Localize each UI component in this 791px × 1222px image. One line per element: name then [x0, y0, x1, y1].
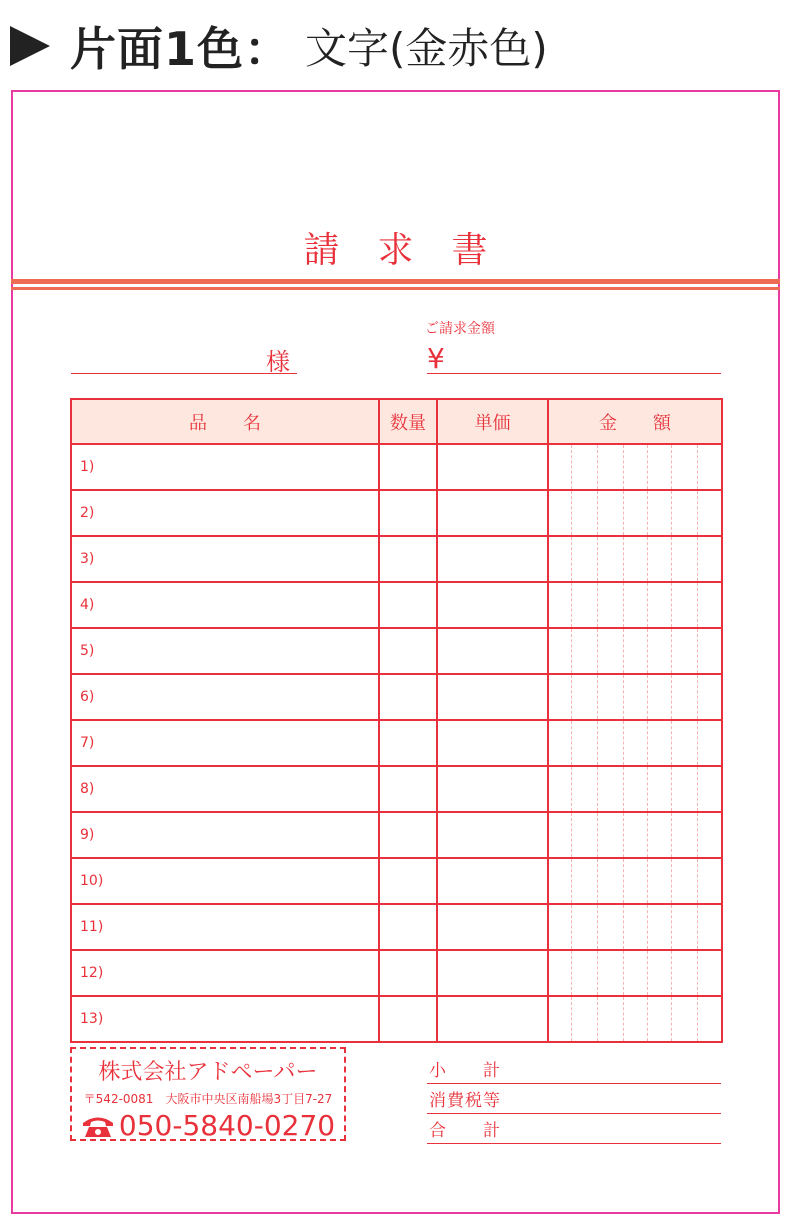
digit-guide-line [597, 905, 598, 949]
tax-row [427, 1084, 721, 1114]
unit-price-cell [437, 950, 548, 996]
amount-cell [548, 582, 722, 628]
header-unit-price: 単価 [437, 399, 548, 444]
amount-cell [548, 628, 722, 674]
row-number: 9) [71, 812, 379, 858]
row-number: 12) [71, 950, 379, 996]
digit-guide-line [671, 767, 672, 811]
unit-price-cell [437, 858, 548, 904]
digit-guide-line [623, 859, 624, 903]
table-row [71, 674, 722, 720]
digit-guide-line [597, 445, 598, 489]
digit-guide-line [647, 997, 648, 1041]
digit-guide-line [597, 537, 598, 581]
company-address: 〒542-0081 大阪市中央区南船場3丁目7-27 [83, 1092, 333, 1106]
tax-label: 消費税等 [429, 1091, 501, 1111]
table-row [71, 490, 722, 536]
digit-guide-line [623, 537, 624, 581]
digit-guide-line [597, 767, 598, 811]
digit-guide-line [671, 859, 672, 903]
row-number: 4) [71, 582, 379, 628]
table-header-row [71, 399, 722, 444]
digit-guide-line [623, 905, 624, 949]
quantity-cell [379, 536, 437, 582]
digit-guide-line [697, 491, 698, 535]
quantity-cell [379, 720, 437, 766]
digit-guide-line [671, 583, 672, 627]
quantity-cell [379, 582, 437, 628]
digit-guide-line [697, 813, 698, 857]
digit-guide-line [597, 491, 598, 535]
quantity-cell [379, 444, 437, 490]
row-number: 5) [71, 628, 379, 674]
table-row [71, 766, 722, 812]
total-label: 合 計 [429, 1121, 501, 1141]
digit-guide-line [623, 997, 624, 1041]
table-row [71, 536, 722, 582]
digit-guide-line [623, 951, 624, 995]
digit-guide-line [623, 445, 624, 489]
digit-guide-line [697, 537, 698, 581]
digit-guide-line [571, 537, 572, 581]
digit-guide-line [597, 675, 598, 719]
amount-cell [548, 674, 722, 720]
digit-guide-line [597, 951, 598, 995]
digit-guide-line [571, 445, 572, 489]
unit-price-cell [437, 766, 548, 812]
digit-guide-line [597, 583, 598, 627]
digit-guide-line [597, 859, 598, 903]
table-row [71, 950, 722, 996]
telephone-icon [81, 1114, 115, 1138]
digit-guide-line [697, 859, 698, 903]
unit-price-cell [437, 444, 548, 490]
digit-guide-line [697, 629, 698, 673]
company-name: 株式会社アドペーパー [98, 1060, 318, 1085]
digit-guide-line [647, 905, 648, 949]
page-heading [10, 14, 548, 78]
header-quantity: 数量 [379, 399, 437, 444]
digit-guide-line [671, 721, 672, 765]
amount-cell [548, 904, 722, 950]
triangle-right-icon [10, 26, 50, 66]
quantity-cell [379, 628, 437, 674]
company-stamp [70, 1047, 346, 1141]
row-number: 8) [71, 766, 379, 812]
digit-guide-line [647, 537, 648, 581]
digit-guide-line [697, 675, 698, 719]
digit-guide-line [697, 721, 698, 765]
digit-guide-line [697, 583, 698, 627]
company-tel-line [72, 1109, 344, 1142]
quantity-cell [379, 812, 437, 858]
digit-guide-line [571, 997, 572, 1041]
digit-guide-line [697, 951, 698, 995]
digit-guide-line [623, 721, 624, 765]
unit-price-cell [437, 582, 548, 628]
row-number: 11) [71, 904, 379, 950]
recipient-suffix: 様 [266, 348, 290, 376]
digit-guide-line [571, 951, 572, 995]
digit-guide-line [571, 859, 572, 903]
heading-bold: 片面1色： [70, 22, 292, 76]
digit-guide-line [597, 721, 598, 765]
subtotal-label: 小 計 [429, 1061, 501, 1081]
amount-cell [548, 444, 722, 490]
unit-price-cell [437, 996, 548, 1042]
digit-guide-line [647, 721, 648, 765]
quantity-cell [379, 674, 437, 720]
unit-price-cell [437, 674, 548, 720]
amount-cell [548, 996, 722, 1042]
row-number: 3) [71, 536, 379, 582]
title-double-line-top [11, 279, 780, 284]
quantity-cell [379, 950, 437, 996]
digit-guide-line [623, 629, 624, 673]
row-number: 2) [71, 490, 379, 536]
items-table [70, 398, 723, 1043]
digit-guide-line [597, 813, 598, 857]
digit-guide-line [571, 767, 572, 811]
digit-guide-line [571, 813, 572, 857]
table-row [71, 720, 722, 766]
invoice-sheet [11, 90, 780, 1214]
quantity-cell [379, 858, 437, 904]
digit-guide-line [647, 767, 648, 811]
digit-guide-line [671, 491, 672, 535]
recipient-line [71, 372, 297, 374]
digit-guide-line [671, 675, 672, 719]
digit-guide-line [571, 675, 572, 719]
yen-symbol: ¥ [427, 342, 445, 375]
header-item: 品 名 [71, 399, 379, 444]
digit-guide-line [597, 997, 598, 1041]
total-row [427, 1114, 721, 1144]
digit-guide-line [571, 583, 572, 627]
unit-price-cell [437, 720, 548, 766]
digit-guide-line [623, 491, 624, 535]
row-number: 10) [71, 858, 379, 904]
digit-guide-line [647, 629, 648, 673]
digit-guide-line [671, 813, 672, 857]
quantity-cell [379, 766, 437, 812]
digit-guide-line [697, 905, 698, 949]
quantity-cell [379, 904, 437, 950]
digit-guide-line [697, 445, 698, 489]
digit-guide-line [697, 997, 698, 1041]
invoice-title: 請求書 [303, 230, 526, 271]
digit-guide-line [671, 997, 672, 1041]
amount-line [427, 372, 721, 374]
digit-guide-line [671, 951, 672, 995]
company-tel: 050-5840-0270 [118, 1109, 336, 1142]
digit-guide-line [571, 491, 572, 535]
row-number: 13) [71, 996, 379, 1042]
digit-guide-line [647, 859, 648, 903]
digit-guide-line [697, 767, 698, 811]
table-row [71, 444, 722, 490]
digit-guide-line [647, 951, 648, 995]
row-number: 7) [71, 720, 379, 766]
digit-guide-line [623, 813, 624, 857]
digit-guide-line [647, 445, 648, 489]
table-row [71, 628, 722, 674]
amount-cell [548, 490, 722, 536]
unit-price-cell [437, 904, 548, 950]
digit-guide-line [571, 905, 572, 949]
table-row [71, 812, 722, 858]
digit-guide-line [571, 629, 572, 673]
unit-price-cell [437, 536, 548, 582]
heading-regular: 文字(金赤色) [305, 24, 548, 73]
digit-guide-line [623, 583, 624, 627]
table-row [71, 582, 722, 628]
table-row [71, 858, 722, 904]
table-row [71, 904, 722, 950]
amount-cell [548, 536, 722, 582]
title-double-line-bottom [11, 287, 780, 290]
unit-price-cell [437, 628, 548, 674]
amount-cell [548, 858, 722, 904]
amount-label: ご請求金額 [425, 321, 495, 337]
digit-guide-line [671, 905, 672, 949]
header-amount: 金 額 [548, 399, 722, 444]
unit-price-cell [437, 490, 548, 536]
amount-cell [548, 720, 722, 766]
quantity-cell [379, 490, 437, 536]
digit-guide-line [597, 629, 598, 673]
digit-guide-line [623, 675, 624, 719]
amount-cell [548, 812, 722, 858]
digit-guide-line [647, 813, 648, 857]
digit-guide-line [647, 675, 648, 719]
row-number: 6) [71, 674, 379, 720]
amount-cell [548, 950, 722, 996]
digit-guide-line [671, 537, 672, 581]
table-row [71, 996, 722, 1042]
digit-guide-line [647, 491, 648, 535]
digit-guide-line [647, 583, 648, 627]
digit-guide-line [623, 767, 624, 811]
amount-cell [548, 766, 722, 812]
digit-guide-line [571, 721, 572, 765]
quantity-cell [379, 996, 437, 1042]
row-number: 1) [71, 444, 379, 490]
digit-guide-line [671, 445, 672, 489]
unit-price-cell [437, 812, 548, 858]
digit-guide-line [671, 629, 672, 673]
subtotal-row [427, 1054, 721, 1084]
